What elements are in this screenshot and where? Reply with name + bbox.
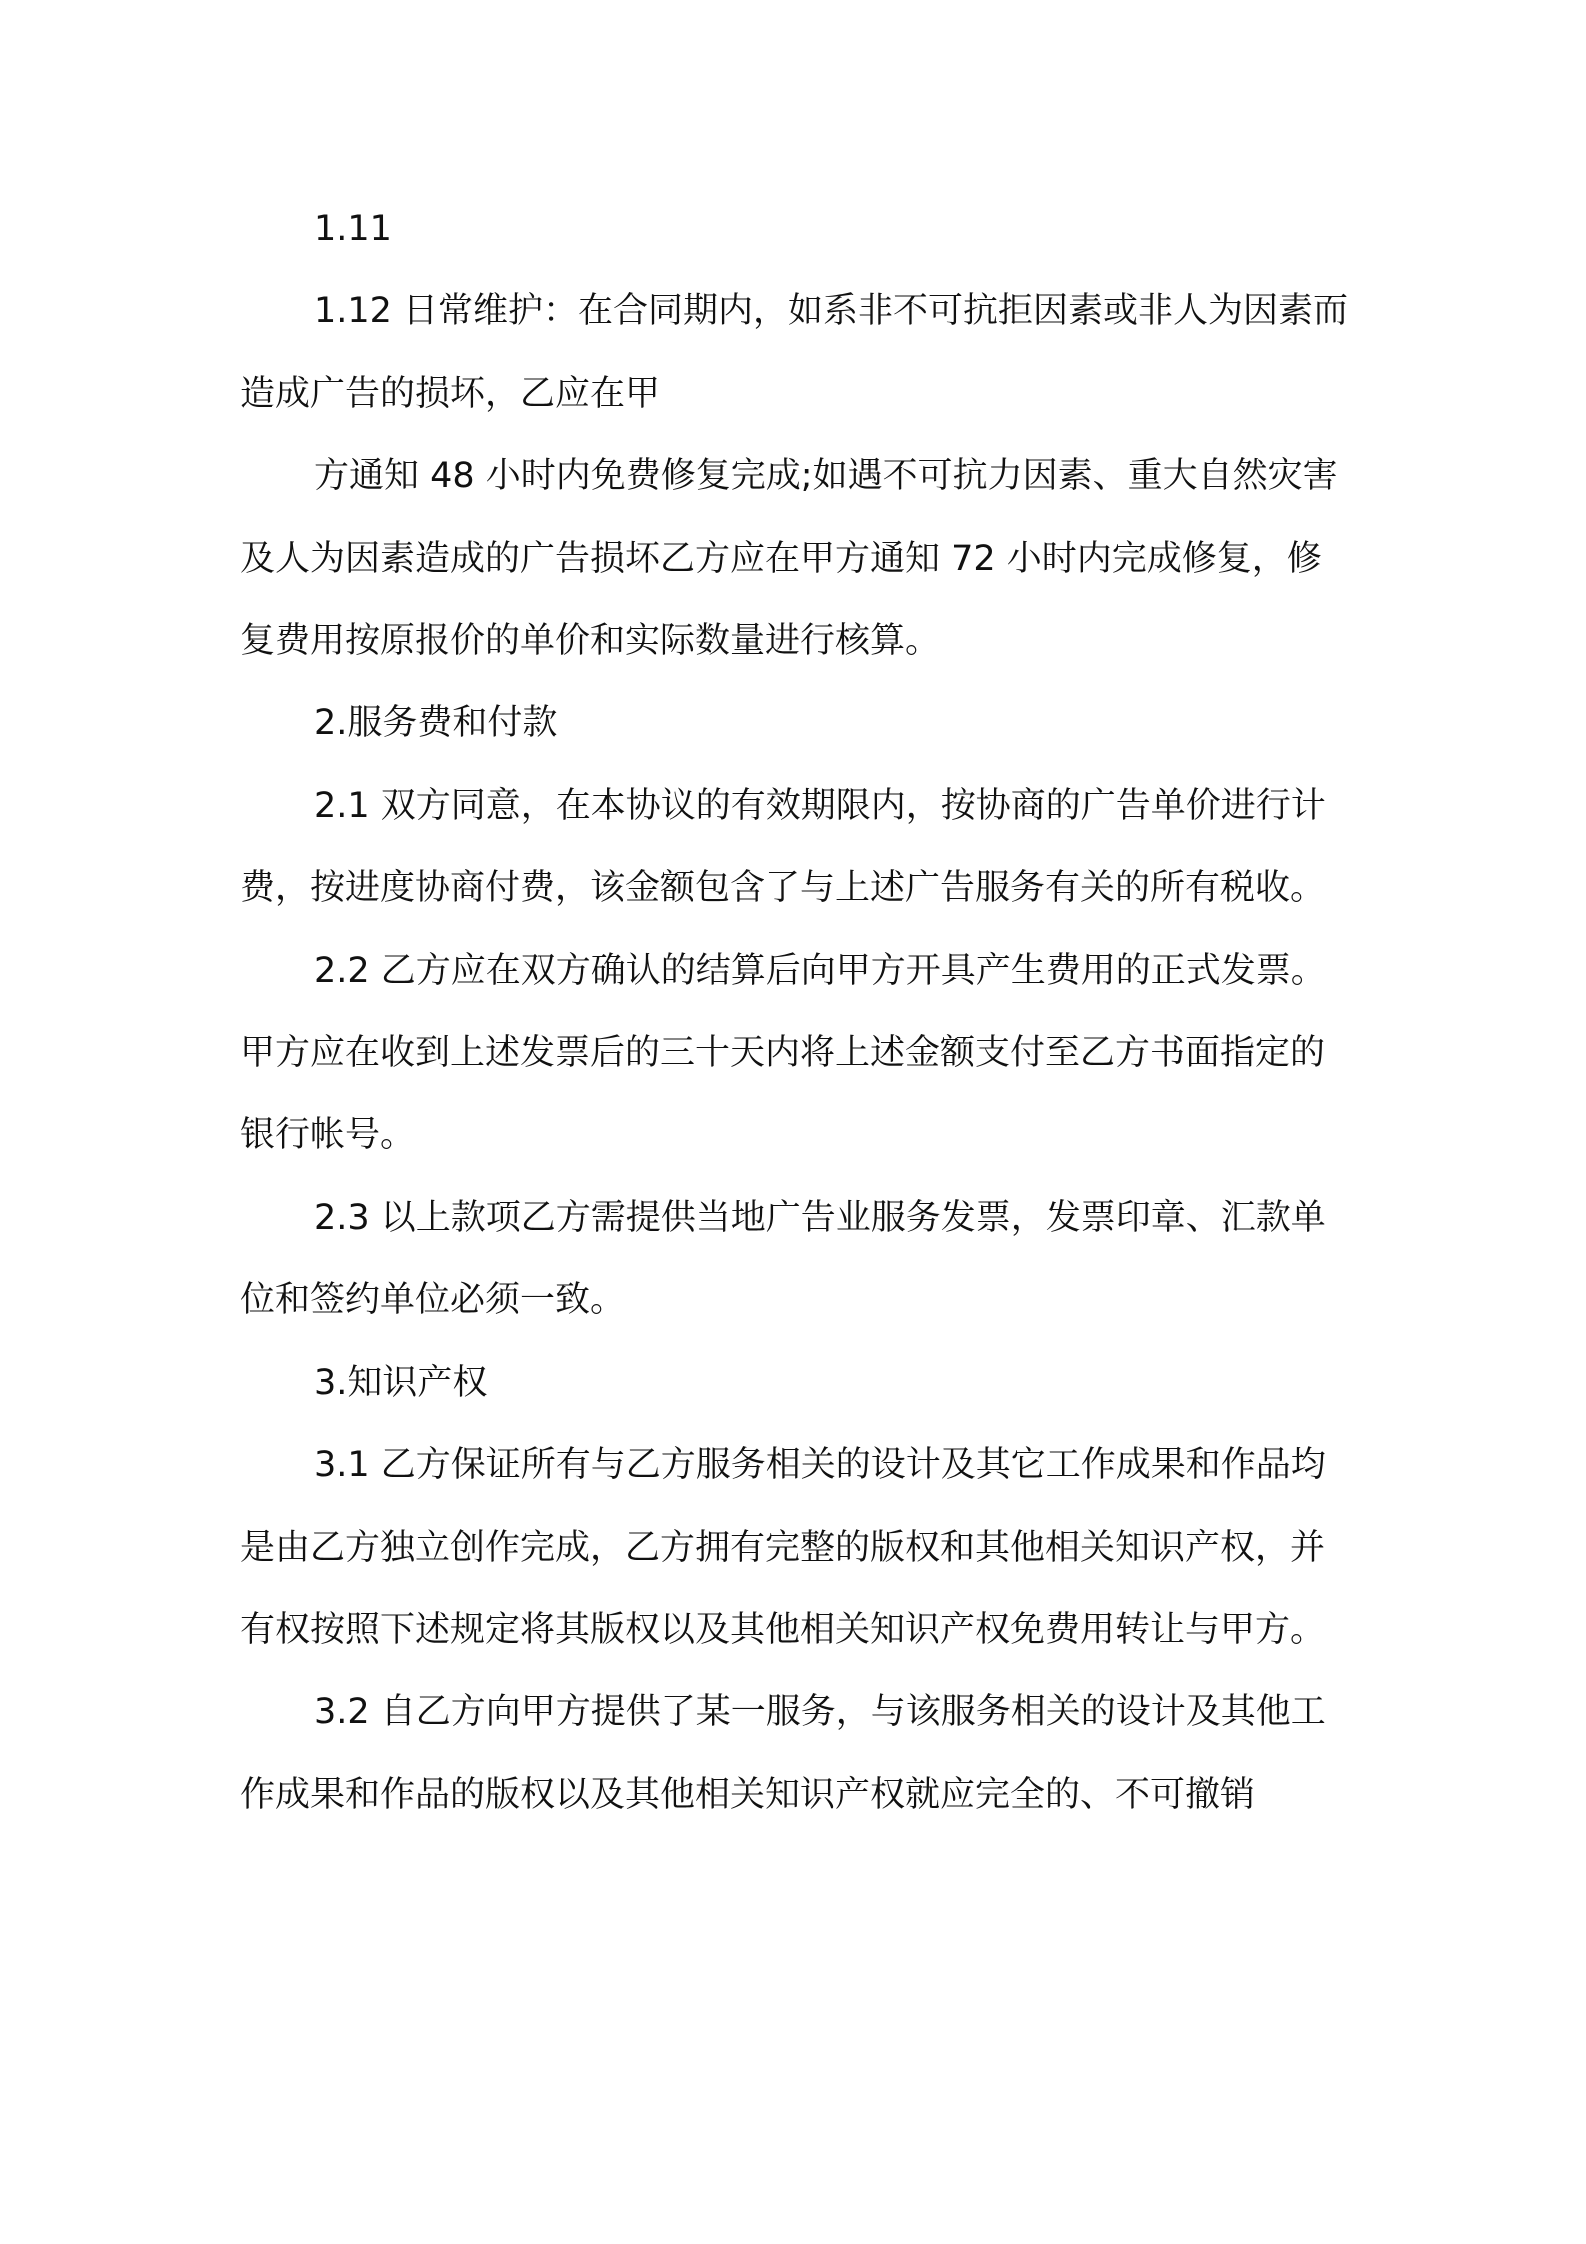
paragraph-3-1: 3.1 乙方保证所有与乙方服务相关的设计及其它工作成果和作品均是由乙方独立创作完成，乙方拥有完整的版权和其他相关知识产权，并有权按照下述规定将其版权以及其他相关知识产权免费用转让与甲方。	[240, 1445, 1326, 1650]
paragraph-1-11: 1.11	[314, 209, 392, 249]
paragraph-1-12-continued: 方通知 48 小时内免费修复完成;如遇不可抗力因素、重大自然灾害及人为因素造成的广告损坏乙方应在甲方通知 72 小时内完成修复，修复费用按原报价的单价和实际数量进行核算。	[240, 456, 1338, 662]
heading-3: 3.知识产权	[314, 1362, 488, 1403]
paragraph-2-3: 2.3 以上款项乙方需提供当地广告业服务发票，发票印章、汇款单位和签约单位必须一致。	[240, 1197, 1326, 1321]
paragraph-2-2: 2.2 乙方应在双方确认的结算后向甲方开具产生费用的正式发票。甲方应在收到上述发票后的三十天内将上述金额支付至乙方书面指定的银行帐号。	[240, 950, 1326, 1156]
document-body	[240, 188, 1350, 1836]
paragraph-2-1: 2.1 双方同意，在本协议的有效期限内，按协商的广告单价进行计费，按进度协商付费，该金额包含了与上述广告服务有关的所有税收。	[240, 785, 1326, 909]
paragraph-1-12: 1.12 日常维护：在合同期内，如系非不可抗拒因素或非人为因素而造成广告的损坏，乙应在甲	[240, 291, 1349, 414]
paragraph-3-2: 3.2 自乙方向甲方提供了某一服务，与该服务相关的设计及其他工作成果和作品的版权以及其他相关知识产权就应完全的、不可撤销	[240, 1692, 1326, 1815]
heading-2: 2.服务费和付款	[314, 703, 558, 744]
